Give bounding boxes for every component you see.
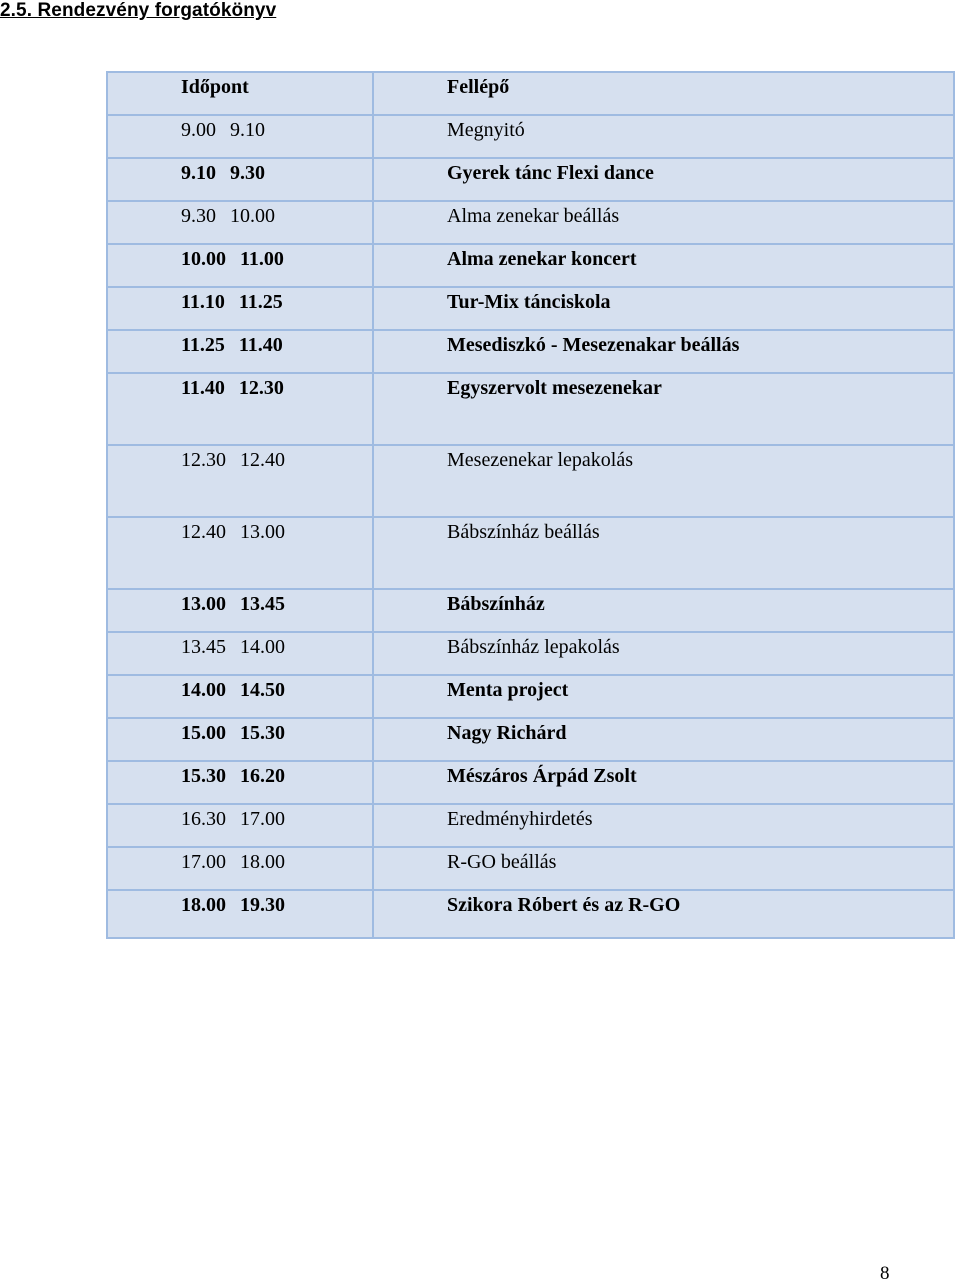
time-cell [107,589,373,632]
performer-cell: Mesediszkó - Mesezenakar beállás [373,330,954,373]
performer-cell: Bábszínház lepakolás [373,632,954,675]
performer-cell: Megnyitó [373,115,954,158]
table-row [107,158,954,201]
performer-cell: Nagy Richárd [373,718,954,761]
start-time: 11.25 [181,334,225,356]
time-cell [107,718,373,761]
time-cell [107,287,373,330]
start-time: 12.30 [181,449,226,471]
table-row [107,589,954,632]
start-time: 9.10 [181,162,216,184]
start-time: 10.00 [181,248,226,270]
end-time: 18.00 [240,851,285,873]
end-time: 14.50 [240,679,285,701]
performer-cell: Mesezenekar lepakolás [373,445,954,517]
time-cell [107,847,373,890]
time-cell [107,517,373,589]
table-row [107,201,954,244]
end-time: 11.40 [238,334,283,356]
header-row [107,72,954,115]
end-time: 11.25 [238,291,283,313]
schedule-body [107,72,954,938]
start-time: 11.10 [181,291,225,313]
table-row [107,287,954,330]
end-time: 15.30 [240,722,285,744]
table-row [107,244,954,287]
table-row [107,517,954,589]
time-cell [107,158,373,201]
table-row [107,115,954,158]
section-heading: 2.5. Rendezvény forgatókönyv [0,0,277,21]
end-time: 12.30 [238,377,284,399]
time-cell [107,115,373,158]
start-time: 14.00 [181,679,226,701]
end-time: 16.20 [240,765,285,787]
time-cell [107,445,373,517]
performer-cell: R-GO beállás [373,847,954,890]
time-cell [107,675,373,718]
time-cell [107,761,373,804]
table-row [107,718,954,761]
time-cell [107,890,373,938]
end-time: 11.00 [240,248,284,270]
time-cell [107,244,373,287]
performer-cell: Egyszervolt mesezenekar [373,373,954,445]
performer-cell: Alma zenekar koncert [373,244,954,287]
performer-cell: Mészáros Árpád Zsolt [373,761,954,804]
start-time: 18.00 [181,894,226,916]
start-time: 9.00 [181,119,216,141]
performer-cell: Szikora Róbert és az R-GO [373,890,954,938]
table-row [107,890,954,938]
start-time: 13.00 [181,593,226,615]
time-cell [107,804,373,847]
page-number: 8 [880,1263,890,1284]
end-time: 17.00 [240,808,285,830]
end-time: 12.40 [240,449,285,471]
start-time: 17.00 [181,851,226,873]
performer-cell: Bábszínház beállás [373,517,954,589]
table-row [107,330,954,373]
end-time: 9.30 [230,162,265,184]
header-time: Időpont [107,72,373,115]
end-time: 9.10 [230,119,265,141]
performer-cell: Eredményhirdetés [373,804,954,847]
end-time: 13.45 [240,593,285,615]
performer-cell: Gyerek tánc Flexi dance [373,158,954,201]
performer-cell: Menta project [373,675,954,718]
performer-cell: Tur-Mix tánciskola [373,287,954,330]
table-row [107,847,954,890]
start-time: 12.40 [181,521,226,543]
table-row [107,675,954,718]
end-time: 19.30 [240,894,285,916]
table-row [107,632,954,675]
time-cell [107,373,373,445]
table-row [107,761,954,804]
start-time: 13.45 [181,636,226,658]
performer-cell: Bábszínház [373,589,954,632]
table-row [107,445,954,517]
start-time: 11.40 [181,377,225,399]
header-performer: Fellépő [373,72,954,115]
time-cell [107,632,373,675]
time-cell [107,201,373,244]
start-time: 15.00 [181,722,226,744]
start-time: 9.30 [181,205,216,227]
end-time: 14.00 [240,636,285,658]
time-cell [107,330,373,373]
schedule-table [106,71,955,939]
table-row [107,373,954,445]
end-time: 13.00 [240,521,285,543]
start-time: 15.30 [181,765,226,787]
table-row [107,804,954,847]
end-time: 10.00 [230,205,275,227]
performer-cell: Alma zenekar beállás [373,201,954,244]
start-time: 16.30 [181,808,226,830]
